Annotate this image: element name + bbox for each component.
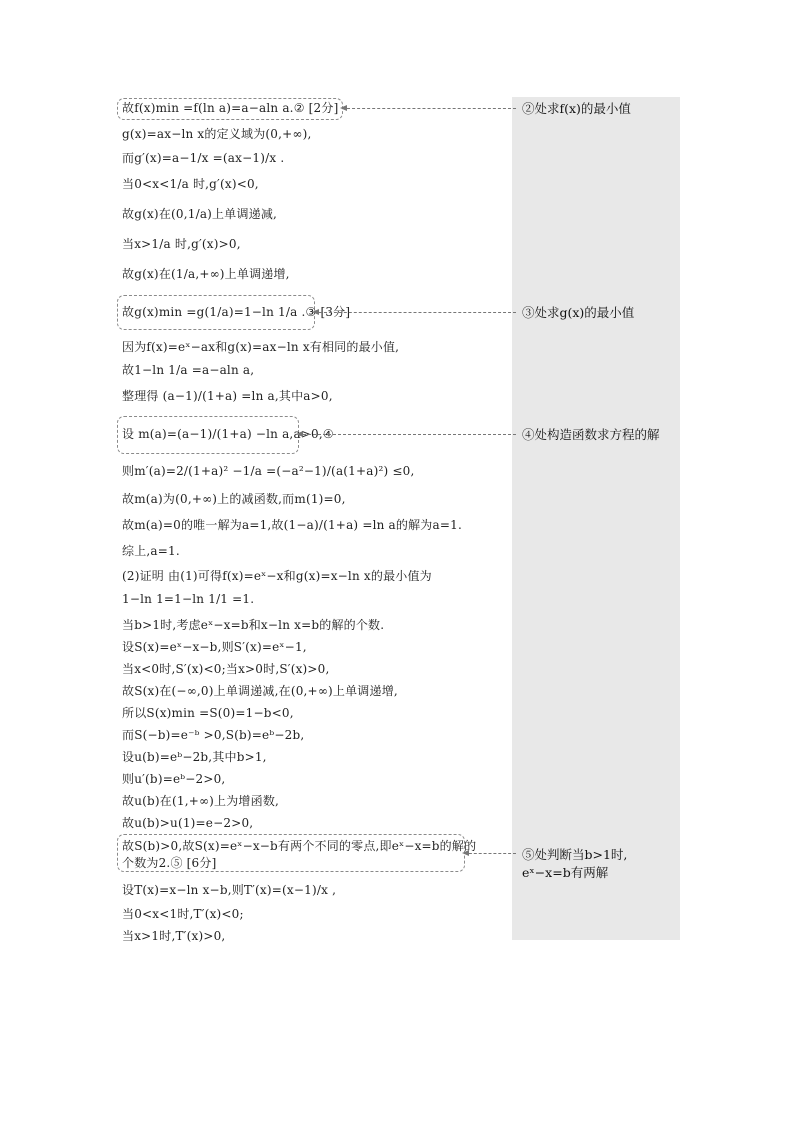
solution-line: 当x>1时,T′(x)>0, (122, 929, 226, 943)
solution-line: 则m′(a)=2/(1+a)² −1/a =(−a²−1)/(a(1+a)²) ≤0, (122, 464, 415, 478)
note-3: ③处求g(x)的最小值 (522, 305, 635, 320)
solution-line: 设u(b)=eᵇ−2b,其中b>1, (122, 750, 267, 764)
arrowhead-icon (312, 309, 319, 315)
solution-line: 当b>1时,考虑eˣ−x=b和x−ln x=b的解的个数. (122, 618, 385, 632)
solution-line: 则u′(b)=eᵇ−2>0, (122, 772, 226, 786)
solution-line: 所以S(x)min =S(0)=1−b<0, (122, 706, 294, 720)
connector-arrow-5 (464, 853, 516, 854)
solution-line: 设S(x)=eˣ−x−b,则S′(x)=eˣ−1, (122, 640, 307, 654)
solution-line: 而S(−b)=e⁻ᵇ >0,S(b)=eᵇ−2b, (122, 728, 305, 742)
solution-line: 故g(x)在(0,1/a)上单调递减, (122, 207, 278, 221)
solution-line: 而g′(x)=a−1/x =(ax−1)/x . (122, 151, 285, 165)
solution-line: 设 m(a)=(a−1)/(1+a) −ln a,a>0,④ (122, 427, 334, 441)
connector-arrow-3 (314, 312, 516, 313)
solution-line: 故f(x)min =f(ln a)=a−aln a.② [2分] (122, 101, 339, 115)
solution-line: 故1−ln 1/a =a−aln a, (122, 363, 255, 377)
solution-line: 当0<x<1/a 时,g′(x)<0, (122, 177, 259, 191)
note-5-line1: ⑤处判断当b>1时, (522, 847, 628, 862)
solution-line: (2)证明 由(1)可得f(x)=eˣ−x和g(x)=x−ln x的最小值为 (122, 569, 432, 583)
solution-line: 故S(b)>0,故S(x)=eˣ−x−b有两个不同的零点,即eˣ−x=b的解的 (122, 839, 477, 853)
solution-line: 当0<x<1时,T′(x)<0; (122, 907, 244, 921)
solution-line: 综上,a=1. (122, 544, 180, 558)
annotation-column (512, 97, 680, 940)
solution-line: 设T(x)=x−ln x−b,则T′(x)=(x−1)/x , (122, 883, 337, 897)
solution-line: 当x>1/a 时,g′(x)>0, (122, 237, 241, 251)
solution-line: g(x)=ax−ln x的定义域为(0,+∞), (122, 127, 312, 141)
note-2: ②处求f(x)的最小值 (522, 101, 631, 116)
arrowhead-icon (340, 105, 347, 111)
solution-line: 整理得 (a−1)/(1+a) =ln a,其中a>0, (122, 389, 333, 403)
solution-line: 故g(x)在(1/a,+∞)上单调递增, (122, 267, 290, 281)
connector-arrow-2 (342, 108, 516, 109)
note-5-line2: eˣ−x=b有两解 (522, 865, 609, 880)
solution-line: 故m(a)为(0,+∞)上的减函数,而m(1)=0, (122, 492, 346, 506)
solution-line: 故u(b)>u(1)=e−2>0, (122, 816, 254, 830)
solution-line: 故m(a)=0的唯一解为a=1,故(1−a)/(1+a) =ln a的解为a=1. (122, 518, 462, 532)
connector-arrow-4 (298, 434, 516, 435)
arrowhead-icon (462, 850, 469, 856)
solution-line: 故u(b)在(1,+∞)上为增函数, (122, 794, 280, 808)
solution-line: 故S(x)在(−∞,0)上单调递减,在(0,+∞)上单调递增, (122, 684, 398, 698)
arrowhead-icon (296, 431, 303, 437)
solution-line: 故g(x)min =g(1/a)=1−ln 1/a .③ [3分] (122, 305, 351, 319)
note-4: ④处构造函数求方程的解 (522, 427, 660, 442)
solution-line: 因为f(x)=eˣ−ax和g(x)=ax−ln x有相同的最小值, (122, 340, 400, 354)
solution-line: 个数为2.⑤ [6分] (122, 856, 217, 870)
solution-line: 1−ln 1=1−ln 1/1 =1. (122, 592, 255, 606)
solution-line: 当x<0时,S′(x)<0;当x>0时,S′(x)>0, (122, 662, 330, 676)
